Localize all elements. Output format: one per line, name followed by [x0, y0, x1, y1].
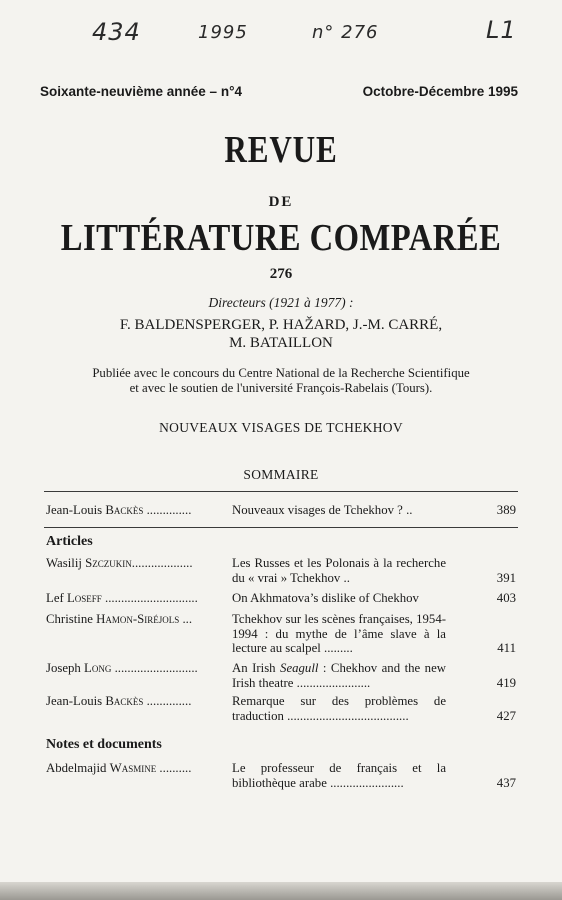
handwritten-year: 1995	[198, 22, 248, 43]
handwritten-issue: n° 276	[312, 22, 379, 43]
section-articles: Articles	[46, 534, 93, 549]
toc-page: 437	[496, 775, 516, 790]
directors-label: Directeurs (1921 à 1977) :	[208, 295, 354, 310]
toc-title: Le professeur de français et la bibliothèque arabe .......................	[232, 761, 446, 790]
volume-year: Soixante-neuvième année – n°4	[40, 84, 242, 99]
directors-names-line-2: M. BATAILLON	[229, 335, 333, 351]
issue-header	[40, 84, 518, 99]
contents-heading: SOMMAIRE	[243, 467, 319, 482]
toc-page: 403	[496, 591, 516, 605]
toc-author: Abdelmajid Wasmine ..........	[46, 761, 192, 775]
toc-title: Remarque sur des problèmes de traduction ......................................	[232, 694, 446, 723]
toc-page: 427	[496, 708, 516, 723]
directors-names	[0, 316, 562, 352]
directors-names-line-1: F. BALDENSPERGER, P. HAŽARD, J.-M. CARRÉ,	[119, 317, 443, 333]
toc-page: 419	[496, 675, 516, 690]
handwritten-number: 434	[92, 18, 141, 46]
title-main: LITTÉRATURE COMPARÉE	[60, 217, 502, 259]
toc-author: Wasilij Szczukin...................	[46, 556, 193, 570]
issue-number: 276	[269, 266, 293, 282]
toc-author: Joseph Long ..........................	[46, 661, 198, 675]
toc-author: Jean-Louis Backès ..............	[46, 503, 192, 517]
toc-author: Jean-Louis Backès ..............	[46, 694, 192, 708]
section-notes: Notes et documents	[46, 737, 162, 752]
issue-date: Octobre-Décembre 1995	[362, 84, 518, 99]
page-edge-shadow	[0, 882, 562, 900]
title-revue: REVUE	[224, 129, 338, 171]
toc-page: 391	[496, 570, 516, 585]
toc-title: On Akhmatova’s dislike of Chekhov	[232, 591, 419, 605]
handwritten-corner-mark: L1	[486, 16, 517, 44]
publication-note-line-1: Publiée avec le concours du Centre National de la Recherche Scientifique	[92, 366, 470, 380]
issue-theme: NOUVEAUX VISAGES DE TCHEKHOV	[159, 420, 403, 435]
contents-top-rule	[44, 491, 518, 492]
publication-note-line-2: et avec le soutien de l'université François-Rabelais (Tours).	[129, 381, 433, 395]
toc-title: Les Russes et les Polonais à la recherche du « vrai » Tchekhov ..	[232, 556, 446, 585]
toc-author: Lef Loseff .............................	[46, 591, 198, 605]
toc-author: Christine Hamon-Siréjols ...	[46, 612, 193, 626]
toc-title: An Irish Seagull : Chekhov and the new Irish theatre .......................	[232, 661, 446, 690]
toc-title: Tchekhov sur les scènes françaises, 1954-1994 : du mythe de l’âme slave à la lecture au scalpel .........	[232, 612, 446, 655]
contents-divider	[44, 527, 518, 528]
toc-page: 389	[496, 503, 516, 517]
toc-page: 411	[497, 641, 516, 655]
title-de: DE	[268, 194, 294, 210]
toc-title: Nouveaux visages de Tchekhov ? ..	[232, 503, 413, 517]
publication-note	[0, 366, 562, 396]
